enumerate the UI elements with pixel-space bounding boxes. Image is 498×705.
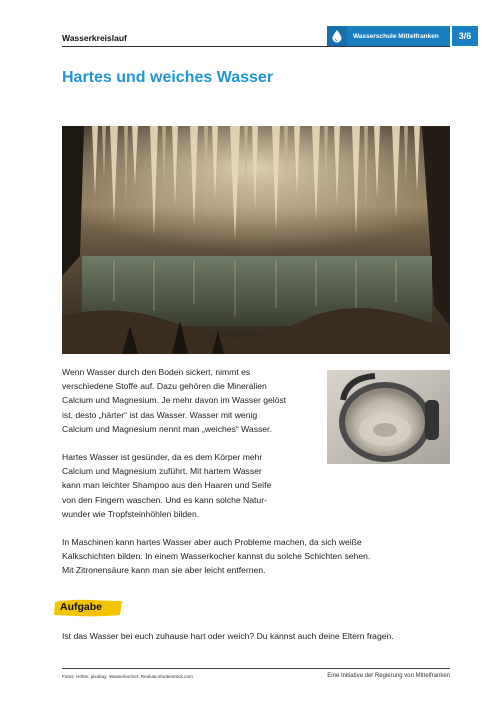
hard-water-line: wunder wie Tropfsteinhöhlen bilden.: [62, 508, 200, 519]
hard-water-line: von den Fingern waschen. Und es kann solche Natur-: [62, 494, 267, 505]
brand-banner: [327, 26, 450, 46]
hard-water-line: Hartes Wasser ist gesünder, da es dem Körper mehr: [62, 452, 263, 462]
page-number: 3/6: [452, 26, 478, 46]
hard-water-paragraph: [62, 450, 322, 521]
brand-name: Wasserschule Mittelfranken: [353, 32, 439, 40]
problems-paragraph: [62, 535, 450, 578]
cave-photo: [62, 126, 450, 354]
kettle-photo: [327, 370, 450, 464]
hard-water-line: Calcium und Magnesium zuführt. Mit hartem Wasser: [62, 466, 262, 477]
intro-line: verschiedene Stoffe auf. Dazu gehören die Mineralien: [62, 381, 267, 392]
photo-credits: Fotos: Höhle: pixabay; Wasserkocher: Realuta-shutterstock.com: [62, 674, 193, 679]
footer-divider: [62, 668, 450, 669]
water-drop-logo-icon: [327, 26, 347, 46]
initiative-note: Eine Initiative der Regierung von Mittelfranken: [327, 673, 450, 679]
intro-line: Wenn Wasser durch den Boden sickert, nimmt es: [62, 367, 251, 377]
problems-line: Kalkschichten bilden. In einem Wasserkocher kannst du solche Schichten sehen.: [62, 551, 371, 562]
problems-line: Mit Zitronensäure kann man sie aber leicht entfernen.: [62, 565, 266, 576]
intro-line: Calcium und Magnesium nennt man „weiches“ Wasser.: [62, 423, 272, 434]
hard-water-line: kann man leichter Shampoo aus den Haaren und Seife: [62, 480, 272, 491]
task-label: Aufgabe: [60, 601, 102, 613]
intro-paragraph: [62, 365, 322, 436]
intro-line: ist, desto „härter“ ist das Wasser. Wasser mit wenig: [62, 409, 258, 420]
header-title: Wasserkreislauf: [62, 33, 127, 43]
task-question: Ist das Wasser bei euch zuhause hart oder weich? Du kannst auch deine Eltern fragen.: [62, 631, 394, 641]
header-divider: [62, 46, 450, 47]
problems-line: In Maschinen kann hartes Wasser aber auch Probleme machen, da sich weiße: [62, 537, 362, 547]
intro-line: Calcium und Magnesium. Je mehr davon im Wasser gelöst: [62, 395, 287, 406]
page-title: Hartes und weiches Wasser: [62, 69, 274, 86]
